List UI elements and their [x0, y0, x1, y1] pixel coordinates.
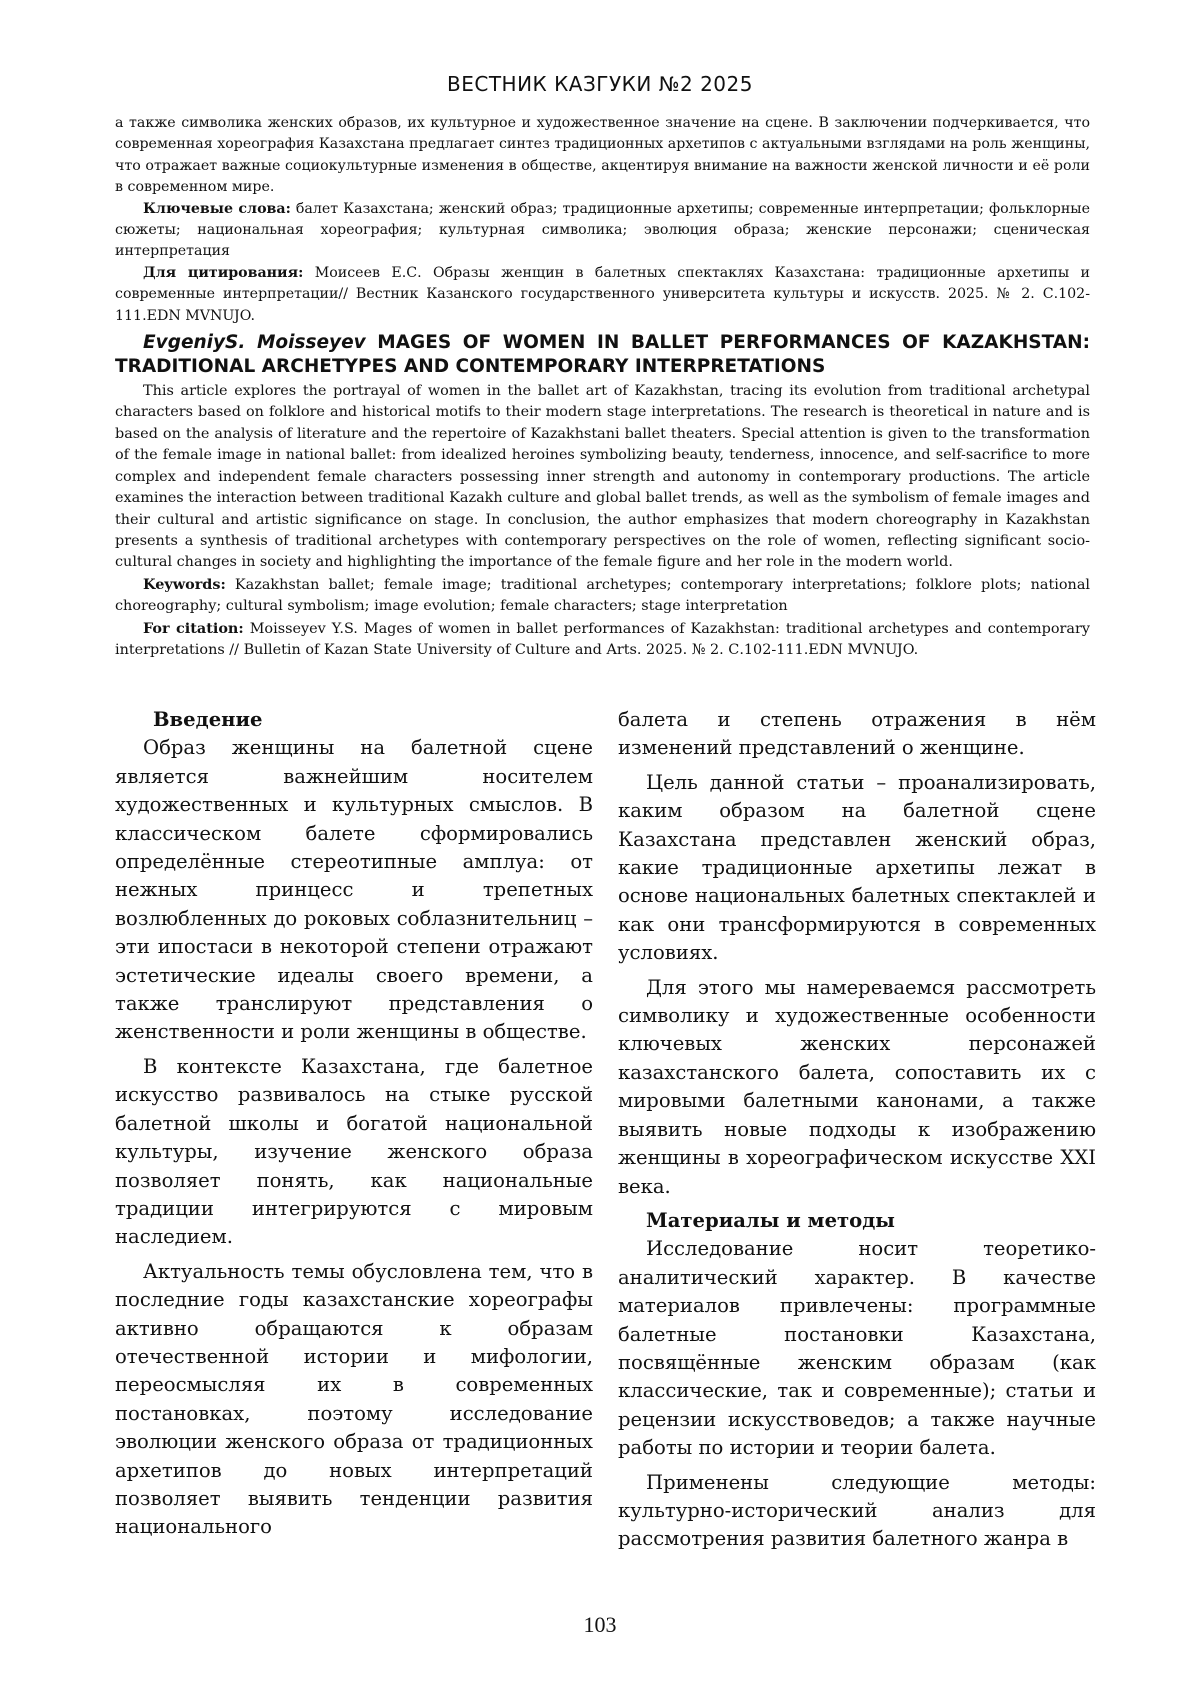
russian-abstract-continuation: а также символика женских образов, их культурное и художественное значение на сцене. В заключении подчеркивается, что современная хореография Казахстана предлагает синтез традиционных архетипов с актуальными взглядами на роль женщины, что отражает важные социокультурные изменения в обществе, акцентируя внимание на важности женской личности и её роли в современном мире.: [115, 115, 1090, 196]
english-citation: [115, 618, 1090, 662]
paragraph: В контексте Казахстана, где балетное искусство развивалось на стыке русской балетной школы и богатой национальной культуры, изучение женского образа позволяет понять, как национальные традиции интегрируются с мировым наследием.: [115, 1054, 593, 1249]
english-citation-label: For citation:: [143, 619, 244, 637]
left-column: [115, 706, 593, 1548]
russian-keywords-text: балет Казахстана; женский образ; традиционные архетипы; современные интерпретации; фольклорные сюжеты; национальная хореография; культурная символика; эволюция образа; женские персонажи; сценическая интерпретация: [115, 200, 1090, 260]
paragraph: Исследование носит теоретико-аналитический характер. В качестве материалов привлечены: программные балетные постановки Казахстана, посвящённые женским образам (как классические, так и современные); статьи и рецензии искусствоведов; а также научные работы по истории и теории балета.: [618, 1237, 1096, 1460]
english-title: [115, 331, 1090, 379]
section-heading-introduction: Введение: [153, 708, 263, 731]
section-heading-materials-methods: Материалы и методы: [646, 1208, 895, 1232]
abstract-block: [115, 113, 1090, 661]
russian-citation-label: Для цитирования:: [143, 264, 304, 281]
english-author: EvgeniyS. Moisseyev: [143, 332, 366, 354]
paragraph: Образ женщины на балетной сцене является важнейшим носителем художественных и культурных смыслов. В классическом балете сформировались определённые стереотипные амплуа: от нежных принцесс и трепетных возлюбленных до роковых соблазнительниц – эти ипостаси в некоторой степени отражают эстетические идеалы своего времени, а также транслируют представления о женственности и роли женщины в обществе.: [115, 736, 593, 1044]
russian-citation: [115, 263, 1090, 327]
paragraph: Для этого мы намереваемся рассмотреть символику и художественные особенности ключевых женских персонажей казахстанского балета, сопоставить их с мировыми балетными канонами, а также выявить новые подходы к изображению женщины в хореографическом искусстве XXI века.: [618, 975, 1096, 1198]
page-number: 103: [583, 1612, 617, 1637]
english-keywords: [115, 574, 1090, 618]
russian-citation-text: Моисеев Е.С. Образы женщин в балетных спектаклях Казахстана: традиционные архетипы и современные интерпретации// Вестник Казанского государственного университета культуры и искусств. 2025. № 2. С.102-111.EDN MVNUJO.: [115, 264, 1091, 324]
running-head: ВЕСТНИК КАЗГУКИ №2 2025: [447, 72, 753, 96]
russian-keywords: [115, 199, 1090, 263]
paragraph: Актуальность темы обусловлена тем, что в последние годы казахстанские хореографы активно обращаются к образам отечественной истории и мифологии, переосмысляя их в современных постановках, поэтому исследование эволюции женского образа от традиционных архетипов до новых интерпретаций позволяет выявить тенденции развития национального: [115, 1259, 593, 1539]
paragraph: Применены следующие методы: культурно-исторический анализ для рассмотрения развития балетного жанра в: [618, 1470, 1096, 1551]
right-column: [618, 706, 1096, 1560]
paragraph-continuation: балета и степень отражения в нём изменений представлений о женщине.: [618, 708, 1096, 760]
english-keywords-label: Keywords:: [143, 575, 226, 593]
english-abstract: This article explores the portrayal of women in the ballet art of Kazakhstan, tracing its evolution from traditional archetypal characters based on folklore and historical motifs to their modern stage interpretations. The research is theoretical in nature and is based on the analysis of literature and the repertoire of Kazakhstani ballet theaters. Special attention is given to the transformation of the female image in national ballet: from idealized heroines symbolizing beauty, tenderness, innocence, and self-sacrifice to more complex and independent female characters possessing inner strength and autonomy in contemporary productions. The article examines the interaction between traditional Kazakh culture and global ballet trends, as well as the symbolism of female images and their cultural and artistic significance on stage. In conclusion, the author emphasizes that modern choreography in Kazakhstan presents a synthesis of traditional archetypes with contemporary perspectives on the role of women, reflecting significant socio-cultural changes in society and highlighting the importance of the female figure and her role in the modern world.: [115, 383, 1090, 571]
english-keywords-text: Kazakhstan ballet; female image; traditional archetypes; contemporary interpretations; folklore plots; national choreography; cultural symbolism; image evolution; female characters; stage interpretation: [115, 576, 1090, 615]
english-title-text: MAGES OF WOMEN IN BALLET PERFORMANCES OF KAZAKHSTAN: TRADITIONAL ARCHETYPES AND CONTEMPORARY INTERPRETATIONS: [115, 332, 1091, 378]
russian-keywords-label: Ключевые слова:: [143, 200, 291, 217]
paragraph: Цель данной статьи – проанализировать, каким образом на балетной сцене Казахстана представлен женский образ, какие традиционные архетипы лежат в основе национальных балетных спектаклей и как они трансформируются в современных условиях.: [618, 770, 1096, 965]
english-citation-text: Moisseyev Y.S. Mages of women in ballet performances of Kazakhstan: traditional archetypes and contemporary interpretations // Bulletin of Kazan State University of Culture and Arts. 2025. № 2. С.102-111.EDN MVNUJO.: [115, 620, 1091, 658]
